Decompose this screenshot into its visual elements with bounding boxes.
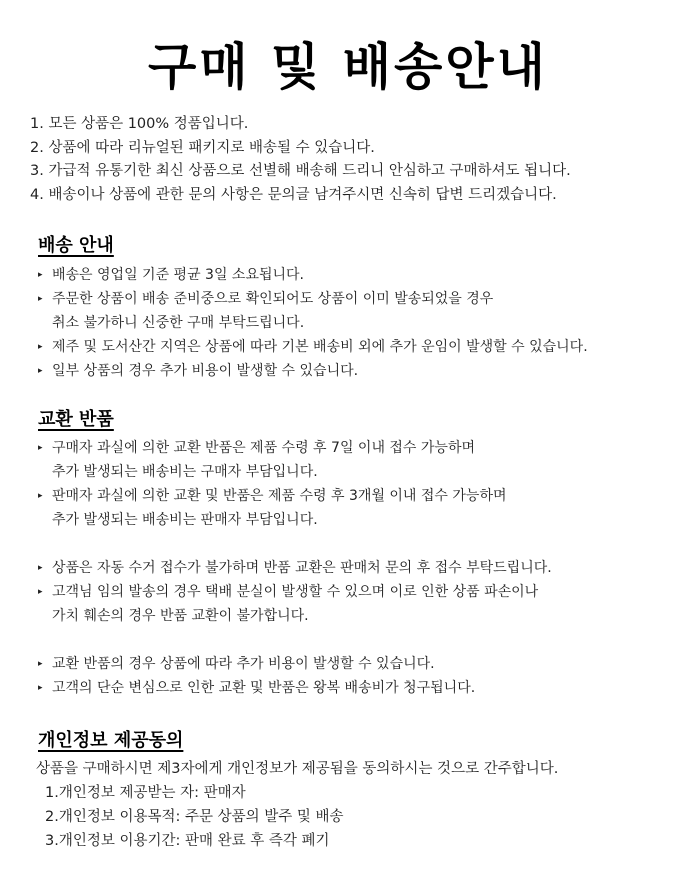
exchange-item bbox=[38, 436, 688, 484]
exchange-item bbox=[38, 556, 688, 580]
privacy-section-title: 개인정보 제공동의 bbox=[38, 730, 184, 751]
item-line: 주문한 상품이 배송 준비중으로 확인되어도 상품이 이미 발송되었을 경우 bbox=[52, 291, 494, 307]
item-line: 고객님 임의 발송의 경우 택배 분실이 발생할 수 있으며 이로 인한 상품 파손이나 bbox=[52, 584, 539, 600]
exchange-section-title: 교환 반품 bbox=[38, 409, 114, 430]
bullet-icon: ▸ bbox=[38, 443, 43, 453]
privacy-item: 2.개인정보 이용목적: 주문 상품의 발주 및 배송 bbox=[45, 809, 344, 825]
bullet-icon: ▸ bbox=[38, 491, 43, 501]
item-line: 배송은 영업일 기준 평균 3일 소요됩니다. bbox=[52, 267, 304, 283]
notice-item: 3. 가급적 유통기한 최신 상품으로 선별해 배송해 드리니 안심하고 구매하셔도 됩니다. bbox=[30, 163, 571, 179]
item-line: 구매자 과실에 의한 교환 반품은 제품 수령 후 7일 이내 접수 가능하며 bbox=[52, 440, 476, 456]
item-line: 취소 불가하니 신중한 구매 부탁드립니다. bbox=[52, 315, 305, 331]
exchange-item bbox=[38, 676, 688, 700]
exchange-item bbox=[38, 580, 688, 628]
item-line: 교환 반품의 경우 상품에 따라 추가 비용이 발생할 수 있습니다. bbox=[52, 656, 435, 672]
bullet-icon: ▸ bbox=[38, 270, 43, 280]
privacy-item: 3.개인정보 이용기간: 판매 완료 후 즉각 폐기 bbox=[45, 833, 330, 849]
exchange-list bbox=[38, 436, 688, 700]
spacer bbox=[38, 532, 688, 556]
item-line: 가치 훼손의 경우 반품 교환이 불가합니다. bbox=[52, 608, 309, 624]
privacy-block bbox=[36, 757, 686, 853]
bullet-icon: ▸ bbox=[38, 294, 43, 304]
shipping-section-title: 배송 안내 bbox=[38, 235, 114, 256]
privacy-item: 1.개인정보 제공받는 자: 판매자 bbox=[45, 785, 246, 801]
item-line: 고객의 단순 변심으로 인한 교환 및 반품은 왕복 배송비가 청구됩니다. bbox=[52, 680, 476, 696]
bullet-icon: ▸ bbox=[38, 366, 43, 376]
privacy-intro: 상품을 구매하시면 제3자에게 개인정보가 제공됨을 동의하시는 것으로 간주합니다. bbox=[36, 761, 559, 777]
exchange-item bbox=[38, 484, 688, 532]
bullet-icon: ▸ bbox=[38, 659, 43, 669]
bullet-icon: ▸ bbox=[38, 683, 43, 693]
notice-item: 4. 배송이나 상품에 관한 문의 사항은 문의글 남겨주시면 신속히 답변 드리겠습니다. bbox=[30, 186, 557, 203]
shipping-item bbox=[38, 263, 688, 287]
item-line: 상품은 자동 수거 접수가 불가하며 반품 교환은 판매처 문의 후 접수 부탁드립니다. bbox=[52, 560, 552, 576]
spacer bbox=[38, 628, 688, 652]
bullet-icon: ▸ bbox=[38, 587, 43, 597]
item-line: 추가 발생되는 배송비는 판매자 부담입니다. bbox=[52, 512, 318, 528]
item-line: 추가 발생되는 배송비는 구매자 부담입니다. bbox=[52, 464, 318, 480]
shipping-item bbox=[38, 287, 688, 335]
notice-item: 2. 상품에 따라 리뉴얼된 패키지로 배송될 수 있습니다. bbox=[30, 139, 375, 156]
exchange-item bbox=[38, 652, 688, 676]
bullet-icon: ▸ bbox=[38, 342, 43, 352]
item-line: 제주 및 도서산간 지역은 상품에 따라 기본 배송비 외에 추가 운임이 발생할 수 있습니다. bbox=[52, 339, 588, 355]
shipping-list bbox=[38, 263, 688, 383]
shipping-item bbox=[38, 335, 688, 359]
notice-list bbox=[30, 113, 690, 207]
item-line: 판매자 과실에 의한 교환 및 반품은 제품 수령 후 3개월 이내 접수 가능하며 bbox=[52, 488, 507, 504]
shipping-item bbox=[38, 359, 688, 383]
bullet-icon: ▸ bbox=[38, 563, 43, 573]
item-line: 일부 상품의 경우 추가 비용이 발생할 수 있습니다. bbox=[52, 363, 359, 379]
page-title: 구매 및 배송안내 bbox=[148, 38, 548, 96]
notice-item: 1. 모든 상품은 100% 정품입니다. bbox=[30, 116, 249, 132]
